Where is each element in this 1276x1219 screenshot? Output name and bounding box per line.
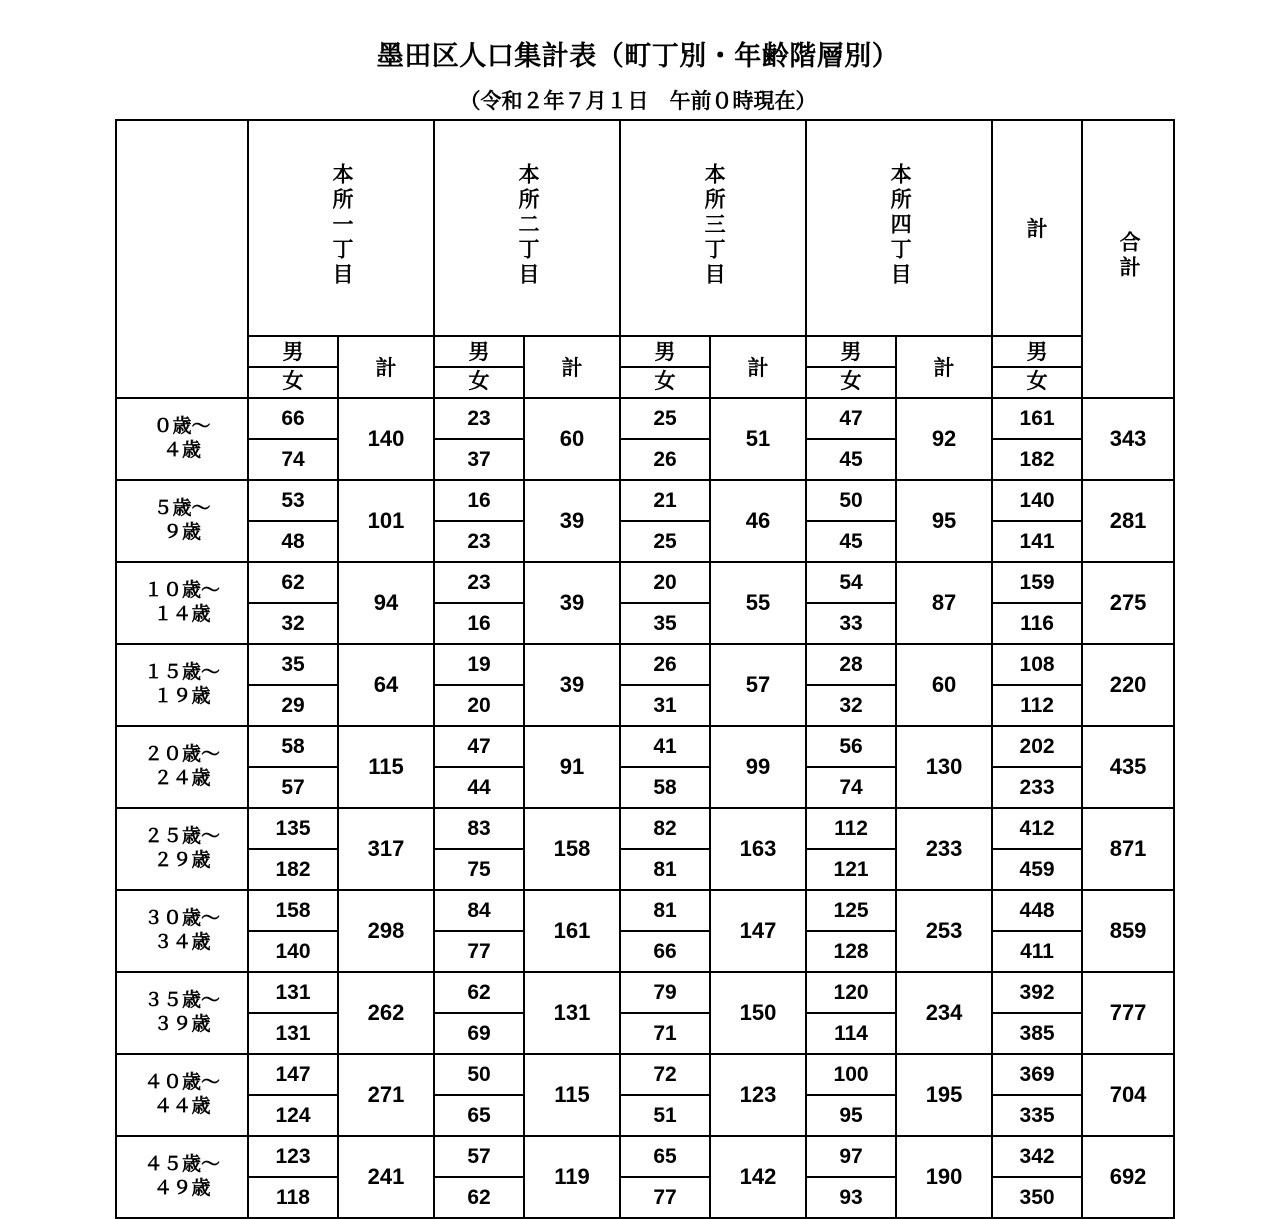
- female-count: 182: [248, 849, 338, 890]
- grand-total: 704: [1082, 1054, 1174, 1136]
- area-sum: 150: [710, 972, 806, 1054]
- male-count: 83: [434, 808, 524, 849]
- female-count: 32: [248, 603, 338, 644]
- male-count: 412: [992, 808, 1082, 849]
- male-count: 50: [434, 1054, 524, 1095]
- male-count: 20: [620, 562, 710, 603]
- male-count: 41: [620, 726, 710, 767]
- age-group-label: [116, 1136, 248, 1218]
- area-sum: 99: [710, 726, 806, 808]
- female-count: 37: [434, 439, 524, 480]
- male-count: 369: [992, 1054, 1082, 1095]
- table-row: [116, 726, 1174, 767]
- male-count: 65: [620, 1136, 710, 1177]
- header-male-2: 男: [435, 340, 523, 368]
- grand-total: 281: [1082, 480, 1174, 562]
- area-sum: 317: [338, 808, 434, 890]
- male-count: 21: [620, 480, 710, 521]
- table-row: [116, 685, 1174, 726]
- female-count: 182: [992, 439, 1082, 480]
- male-count: 82: [620, 808, 710, 849]
- female-count: 121: [806, 849, 896, 890]
- age-group-label: [116, 480, 248, 562]
- age-group-line2: ３９歳: [153, 1014, 211, 1035]
- page-subtitle: （令和２年７月１日 午前０時現在）: [459, 90, 817, 113]
- age-group-line1: １５歳～: [143, 662, 220, 684]
- population-table: [115, 119, 1175, 1219]
- female-count: 77: [434, 931, 524, 972]
- male-count: 47: [434, 726, 524, 767]
- male-count: 202: [992, 726, 1082, 767]
- grand-total: 859: [1082, 890, 1174, 972]
- male-count: 54: [806, 562, 896, 603]
- age-group-label: [116, 808, 248, 890]
- grand-total: 871: [1082, 808, 1174, 890]
- male-count: 53: [248, 480, 338, 521]
- header-sum-1: 計: [338, 336, 434, 398]
- male-count: 392: [992, 972, 1082, 1013]
- male-count: 123: [248, 1136, 338, 1177]
- header-area-2-label: 本所二丁目: [516, 163, 540, 288]
- age-group-line1: ３０歳～: [143, 908, 220, 930]
- age-group-line1: ２０歳～: [143, 744, 220, 766]
- male-count: 147: [248, 1054, 338, 1095]
- area-sum: 158: [524, 808, 620, 890]
- male-count: 58: [248, 726, 338, 767]
- table-row: [116, 1095, 1174, 1136]
- female-count: 58: [620, 767, 710, 808]
- header-sum-2: 計: [524, 336, 620, 398]
- header-male-1: 男: [249, 340, 337, 368]
- male-count: 26: [620, 644, 710, 685]
- header-male-subtotal: 男: [993, 340, 1081, 368]
- area-sum: 39: [524, 644, 620, 726]
- male-count: 19: [434, 644, 524, 685]
- male-count: 56: [806, 726, 896, 767]
- female-count: 48: [248, 521, 338, 562]
- area-sum: 51: [710, 398, 806, 480]
- area-sum: 241: [338, 1136, 434, 1218]
- table-row: [116, 890, 1174, 931]
- grand-total: 343: [1082, 398, 1174, 480]
- area-sum: 298: [338, 890, 434, 972]
- age-group-line1: １０歳～: [143, 580, 220, 602]
- female-count: 112: [992, 685, 1082, 726]
- female-count: 335: [992, 1095, 1082, 1136]
- table-row: [116, 521, 1174, 562]
- male-count: 100: [806, 1054, 896, 1095]
- age-group-line2: ４９歳: [153, 1178, 211, 1199]
- header-male-3: 男: [621, 340, 709, 368]
- area-sum: 233: [896, 808, 992, 890]
- female-count: 131: [248, 1013, 338, 1054]
- header-female-3: 女: [654, 370, 676, 393]
- table-row: [116, 808, 1174, 849]
- female-count: 23: [434, 521, 524, 562]
- table-row: [116, 1177, 1174, 1218]
- area-sum: 190: [896, 1136, 992, 1218]
- female-count: 33: [806, 603, 896, 644]
- male-count: 57: [434, 1136, 524, 1177]
- male-count: 35: [248, 644, 338, 685]
- area-sum: 147: [710, 890, 806, 972]
- header-male-female-2: [434, 336, 524, 398]
- header-female-subtotal: 女: [1026, 370, 1048, 393]
- header-male-female-3: [620, 336, 710, 398]
- header-female-4: 女: [840, 370, 862, 393]
- age-group-label: [116, 972, 248, 1054]
- male-count: 120: [806, 972, 896, 1013]
- female-count: 350: [992, 1177, 1082, 1218]
- area-sum: 115: [524, 1054, 620, 1136]
- female-count: 44: [434, 767, 524, 808]
- female-count: 20: [434, 685, 524, 726]
- female-count: 124: [248, 1095, 338, 1136]
- female-count: 118: [248, 1177, 338, 1218]
- male-count: 72: [620, 1054, 710, 1095]
- header-male-female-4: [806, 336, 896, 398]
- grand-total: 435: [1082, 726, 1174, 808]
- age-group-line1: ２５歳～: [143, 826, 220, 848]
- male-count: 112: [806, 808, 896, 849]
- age-group-label: [116, 562, 248, 644]
- area-sum: 123: [710, 1054, 806, 1136]
- area-sum: 262: [338, 972, 434, 1054]
- male-count: 62: [248, 562, 338, 603]
- female-count: 62: [434, 1177, 524, 1218]
- age-group-label: [116, 1054, 248, 1136]
- female-count: 74: [806, 767, 896, 808]
- female-count: 459: [992, 849, 1082, 890]
- area-sum: 140: [338, 398, 434, 480]
- female-count: 29: [248, 685, 338, 726]
- header-grand-total-label: 合計: [1117, 231, 1141, 281]
- female-count: 140: [248, 931, 338, 972]
- area-sum: 163: [710, 808, 806, 890]
- table-row: [116, 398, 1174, 439]
- area-sum: 234: [896, 972, 992, 1054]
- area-sum: 119: [524, 1136, 620, 1218]
- male-count: 158: [248, 890, 338, 931]
- male-count: 16: [434, 480, 524, 521]
- male-count: 50: [806, 480, 896, 521]
- male-count: 28: [806, 644, 896, 685]
- age-group-line1: ０歳～: [153, 416, 211, 438]
- female-count: 66: [620, 931, 710, 972]
- female-count: 65: [434, 1095, 524, 1136]
- female-count: 45: [806, 439, 896, 480]
- male-count: 23: [434, 562, 524, 603]
- area-sum: 142: [710, 1136, 806, 1218]
- table-row: [116, 931, 1174, 972]
- age-group-line2: １９歳: [153, 686, 211, 707]
- female-count: 385: [992, 1013, 1082, 1054]
- age-group-line2: ４４歳: [153, 1096, 211, 1117]
- male-count: 342: [992, 1136, 1082, 1177]
- table-row: [116, 849, 1174, 890]
- female-count: 74: [248, 439, 338, 480]
- female-count: 411: [992, 931, 1082, 972]
- area-sum: 55: [710, 562, 806, 644]
- table-row: [116, 603, 1174, 644]
- age-group-line2: ３４歳: [153, 932, 211, 953]
- table-row: [116, 562, 1174, 603]
- table-row: [116, 480, 1174, 521]
- female-count: 45: [806, 521, 896, 562]
- male-count: 81: [620, 890, 710, 931]
- age-group-line1: ４０歳～: [143, 1072, 220, 1094]
- grand-total: 777: [1082, 972, 1174, 1054]
- header-sum-4: 計: [896, 336, 992, 398]
- area-sum: 60: [896, 644, 992, 726]
- female-count: 141: [992, 521, 1082, 562]
- header-area-1: [248, 120, 434, 336]
- age-group-line2: ２９歳: [153, 850, 211, 871]
- age-group-line2: ４歳: [162, 440, 201, 461]
- female-count: 116: [992, 603, 1082, 644]
- male-count: 448: [992, 890, 1082, 931]
- grand-total: 692: [1082, 1136, 1174, 1218]
- female-count: 26: [620, 439, 710, 480]
- header-male-female-subtotal: [992, 336, 1082, 398]
- age-group-label: [116, 644, 248, 726]
- header-female-2: 女: [468, 370, 490, 393]
- area-sum: 94: [338, 562, 434, 644]
- age-group-line2: １４歳: [153, 604, 211, 625]
- header-area-2: [434, 120, 620, 336]
- age-group-label: [116, 890, 248, 972]
- female-count: 57: [248, 767, 338, 808]
- age-group-label: [116, 726, 248, 808]
- area-sum: 131: [524, 972, 620, 1054]
- age-group-line2: ９歳: [162, 522, 201, 543]
- area-sum: 39: [524, 562, 620, 644]
- female-count: 69: [434, 1013, 524, 1054]
- area-sum: 46: [710, 480, 806, 562]
- table-row: [116, 439, 1174, 480]
- male-count: 47: [806, 398, 896, 439]
- male-count: 161: [992, 398, 1082, 439]
- female-count: 51: [620, 1095, 710, 1136]
- female-count: 25: [620, 521, 710, 562]
- table-row: [116, 767, 1174, 808]
- header-male-female-1: [248, 336, 338, 398]
- female-count: 16: [434, 603, 524, 644]
- area-sum: 130: [896, 726, 992, 808]
- age-group-line1: ５歳～: [153, 498, 211, 520]
- area-sum: 64: [338, 644, 434, 726]
- male-count: 23: [434, 398, 524, 439]
- age-group-line1: ３５歳～: [143, 990, 220, 1012]
- age-group-label: [116, 398, 248, 480]
- grand-total: 275: [1082, 562, 1174, 644]
- area-sum: 253: [896, 890, 992, 972]
- female-count: 35: [620, 603, 710, 644]
- male-count: 131: [248, 972, 338, 1013]
- male-count: 25: [620, 398, 710, 439]
- area-sum: 161: [524, 890, 620, 972]
- area-sum: 87: [896, 562, 992, 644]
- area-sum: 92: [896, 398, 992, 480]
- female-count: 233: [992, 767, 1082, 808]
- header-grand-total: [1082, 120, 1174, 398]
- header-male-4: 男: [807, 340, 895, 368]
- area-sum: 95: [896, 480, 992, 562]
- male-count: 125: [806, 890, 896, 931]
- grand-total: 220: [1082, 644, 1174, 726]
- female-count: 31: [620, 685, 710, 726]
- population-table-body: [116, 398, 1174, 1218]
- female-count: 75: [434, 849, 524, 890]
- female-count: 71: [620, 1013, 710, 1054]
- female-count: 95: [806, 1095, 896, 1136]
- male-count: 66: [248, 398, 338, 439]
- header-area-4: [806, 120, 992, 336]
- table-row: [116, 1136, 1174, 1177]
- header-sum-3: 計: [710, 336, 806, 398]
- female-count: 32: [806, 685, 896, 726]
- female-count: 81: [620, 849, 710, 890]
- age-group-line2: ２４歳: [153, 768, 211, 789]
- header-area-3-label: 本所三丁目: [702, 163, 726, 288]
- male-count: 159: [992, 562, 1082, 603]
- header-corner-blank: [116, 120, 248, 398]
- male-count: 135: [248, 808, 338, 849]
- male-count: 140: [992, 480, 1082, 521]
- male-count: 62: [434, 972, 524, 1013]
- table-row: [116, 972, 1174, 1013]
- header-female-1: 女: [282, 370, 304, 393]
- header-area-3: [620, 120, 806, 336]
- header-subtotal: 計: [992, 120, 1082, 336]
- table-row: [116, 1013, 1174, 1054]
- female-count: 114: [806, 1013, 896, 1054]
- area-sum: 101: [338, 480, 434, 562]
- female-count: 128: [806, 931, 896, 972]
- table-row: [116, 1054, 1174, 1095]
- area-sum: 195: [896, 1054, 992, 1136]
- table-row: [116, 644, 1174, 685]
- header-area-1-label: 本所一丁目: [330, 163, 354, 288]
- area-sum: 60: [524, 398, 620, 480]
- page-title: 墨田区人口集計表（町丁別・年齢階層別）: [376, 41, 900, 71]
- header-area-4-label: 本所四丁目: [888, 163, 912, 288]
- area-sum: 91: [524, 726, 620, 808]
- area-sum: 57: [710, 644, 806, 726]
- male-count: 79: [620, 972, 710, 1013]
- age-group-line1: ４５歳～: [143, 1154, 220, 1176]
- area-sum: 115: [338, 726, 434, 808]
- male-count: 84: [434, 890, 524, 931]
- female-count: 93: [806, 1177, 896, 1218]
- area-sum: 271: [338, 1054, 434, 1136]
- area-sum: 39: [524, 480, 620, 562]
- male-count: 108: [992, 644, 1082, 685]
- female-count: 77: [620, 1177, 710, 1218]
- male-count: 97: [806, 1136, 896, 1177]
- population-table-container: [115, 119, 1161, 1219]
